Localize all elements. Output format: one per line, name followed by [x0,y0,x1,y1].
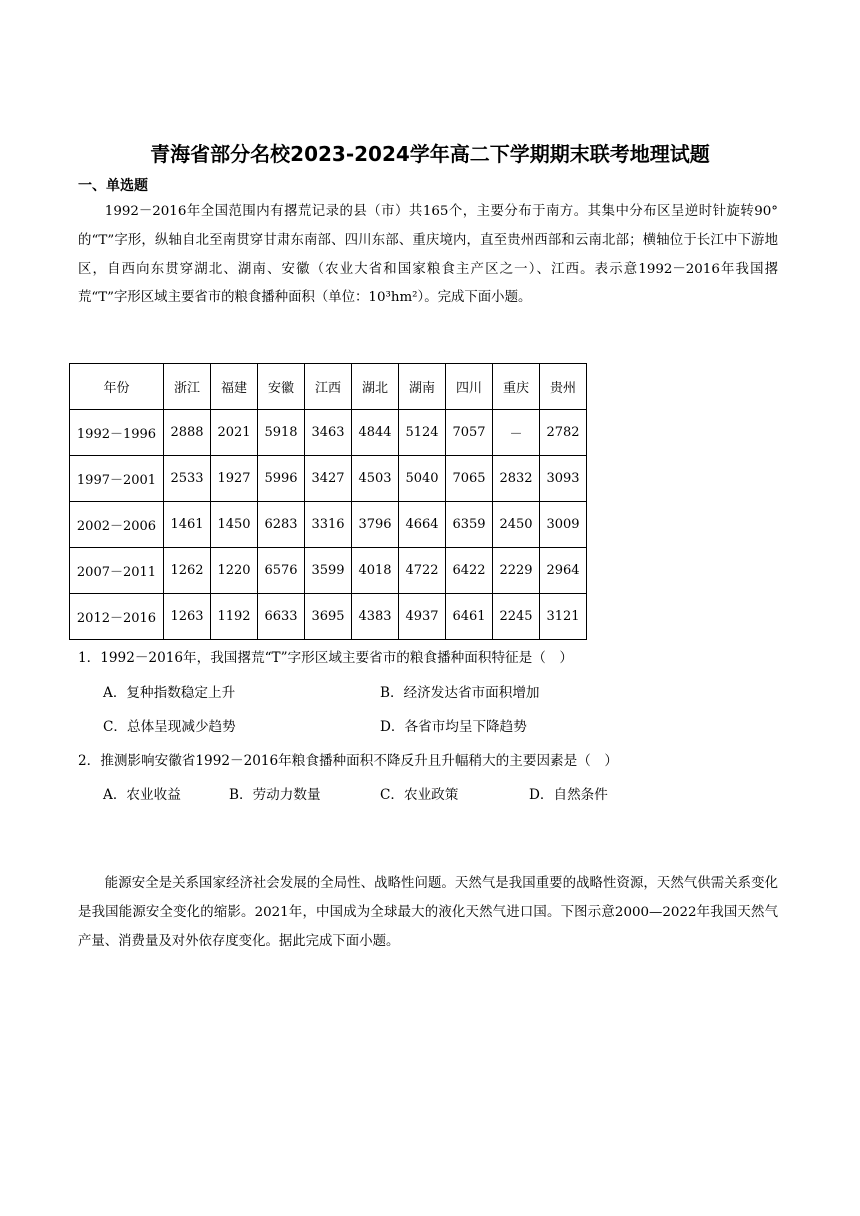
passage-2: 能源安全是关系国家经济社会发展的全局性、战略性问题。天然气是我国重要的战略性资源，天然气供需关系变化是我国能源安全变化的缩影。2021年，中国成为全球最大的液化天然气进口国。下图示意2000—2022年我国天然气产量、消费量及对外依存度变化。据此完成下面小题。 [78,876,778,949]
table-value-cell: 2229 [493,548,540,594]
table-header-cell: 年份 [70,364,164,410]
table-value-cell: 3009 [540,502,587,548]
table-header-cell: 贵州 [540,364,587,410]
table-value-cell: 2021 [211,410,258,456]
table-row [70,502,587,548]
table-value-cell: 4722 [399,548,446,594]
table-value-cell: 6359 [446,502,493,548]
table-value-cell: 3599 [305,548,352,594]
table-value-cell: 7065 [446,456,493,502]
table-value-cell: 6461 [446,594,493,640]
question-1-option-a[interactable]: A．复种指数稳定上升 [103,685,236,701]
table-value-cell: 1262 [164,548,211,594]
question-2-option-d[interactable]: D．自然条件 [529,787,608,803]
table-value-cell: 3695 [305,594,352,640]
table-header-cell: 湖北 [352,364,399,410]
table-value-cell: 4018 [352,548,399,594]
table-header-cell: 重庆 [493,364,540,410]
table-value-cell: 1461 [164,502,211,548]
page-title: 青海省部分名校2023-2024学年高二下学期期末联考地理试题 [150,142,710,166]
question-2-option-c[interactable]: C．农业政策 [380,787,459,803]
table-value-cell: 1927 [211,456,258,502]
table-value-cell: 3463 [305,410,352,456]
table-year-cell: 2002－2006 [70,502,164,548]
question-1-stem: 1．1992－2016年，我国撂荒“T”字形区域主要省市的粮食播种面积特征是（ ） [78,650,574,666]
table-value-cell: 2964 [540,548,587,594]
table-value-cell: 5124 [399,410,446,456]
table-value-cell: 6422 [446,548,493,594]
table-value-cell: 1192 [211,594,258,640]
table-value-cell: 5996 [258,456,305,502]
table-value-cell: 6633 [258,594,305,640]
table-value-cell: 2245 [493,594,540,640]
table-value-cell: 2450 [493,502,540,548]
table-value-cell: 4664 [399,502,446,548]
table-row [70,594,587,640]
section-heading: 一、单选题 [78,178,148,194]
table-header-cell: 福建 [211,364,258,410]
table-value-cell: 4503 [352,456,399,502]
table-value-cell: － [493,410,540,456]
table-value-cell: 3316 [305,502,352,548]
table-value-cell: 6576 [258,548,305,594]
table-value-cell: 7057 [446,410,493,456]
table-value-cell: 3796 [352,502,399,548]
table-row [70,548,587,594]
table-row [70,456,587,502]
passage-1: 1992－2016年全国范围内有撂荒记录的县（市）共165个，主要分布于南方。其集中分布区呈逆时针旋转90°的“T”字形，纵轴自北至南贯穿甘肃东南部、四川东部、重庆境内，直至贵州西部和云南北部；横轴位于长江中下游地区，自西向东贯穿湖北、湖南、安徽（农业大省和国家粮食主产区之一）、江西。表示意1992－2016年我国撂荒“T”字形区域主要省市的粮食播种面积（单位：10³hm²）。完成下面小题。 [78,204,778,306]
table-value-cell: 4937 [399,594,446,640]
question-1-option-d[interactable]: D．各省市均呈下降趋势 [380,719,527,735]
question-2-option-a[interactable]: A．农业收益 [103,787,181,803]
table-header-cell: 安徽 [258,364,305,410]
table-header-row [70,364,587,410]
table-value-cell: 5918 [258,410,305,456]
table-value-cell: 3427 [305,456,352,502]
table-value-cell: 5040 [399,456,446,502]
table-year-cell: 2012－2016 [70,594,164,640]
table-header-cell: 四川 [446,364,493,410]
table-value-cell: 1450 [211,502,258,548]
table-value-cell: 4844 [352,410,399,456]
table-header-cell: 浙江 [164,364,211,410]
table-value-cell: 6283 [258,502,305,548]
question-2-stem: 2．推测影响安徽省1992－2016年粮食播种面积不降反升且升幅稍大的主要因素是（ ） [78,753,619,769]
table-year-cell: 1997－2001 [70,456,164,502]
grain-area-table [69,363,587,640]
question-2-option-b[interactable]: B．劳动力数量 [229,787,321,803]
table-value-cell: 3093 [540,456,587,502]
table-value-cell: 1263 [164,594,211,640]
table-value-cell: 2782 [540,410,587,456]
question-1-option-c[interactable]: C．总体呈现减少趋势 [103,719,236,735]
table-header-cell: 江西 [305,364,352,410]
table-value-cell: 4383 [352,594,399,640]
table-year-cell: 2007－2011 [70,548,164,594]
table-header-cell: 湖南 [399,364,446,410]
table-year-cell: 1992－1996 [70,410,164,456]
table-row [70,410,587,456]
table-value-cell: 3121 [540,594,587,640]
question-1-option-b[interactable]: B．经济发达省市面积增加 [380,685,540,701]
table-value-cell: 2888 [164,410,211,456]
table-value-cell: 2832 [493,456,540,502]
table-value-cell: 2533 [164,456,211,502]
table-value-cell: 1220 [211,548,258,594]
